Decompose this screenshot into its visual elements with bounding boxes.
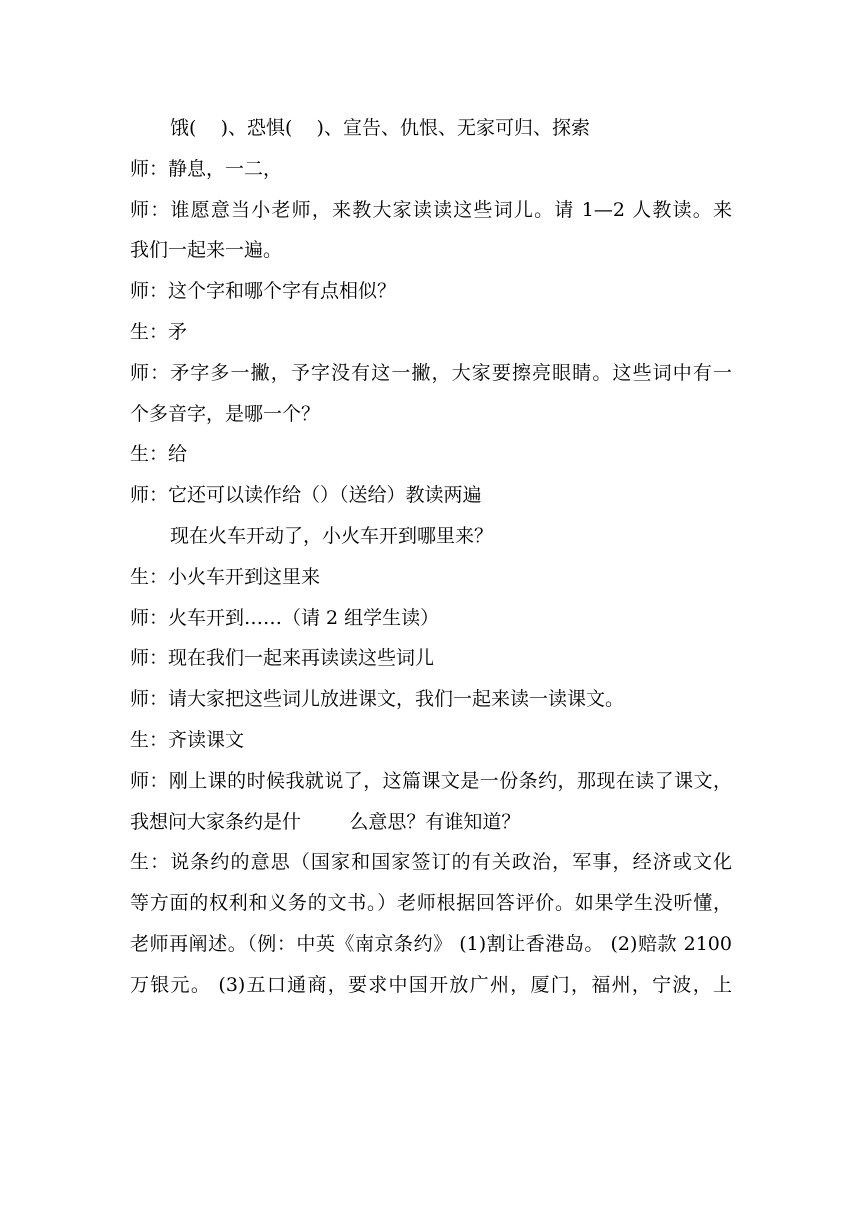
text-line: 现在火车开动了，小火车开到哪里来？	[170, 524, 494, 547]
text-line: 师：矛字多一撇，予字没有这一撇，大家要擦亮眼睛。这些词中有一	[130, 361, 732, 384]
text-line: 我想问大家条约是什 么意思？有谁知道？	[130, 810, 521, 833]
text-line: 万银元。 (3)五口通商，要求中国开放广州，厦门，福州，宁波，上	[130, 973, 732, 996]
text-line: 饿( )、恐惧( )、宣告、仇恨、无家可归、探索	[170, 117, 590, 139]
text-line: 老师再阐述。（例：中英《南京条约》 (1)割让香港岛。 (2)赔款 2100	[130, 932, 732, 955]
text-line: 生：矛	[130, 320, 188, 343]
text-line: 等方面的权利和义务的文书。）老师根据回答评价。如果学生没听懂，	[130, 892, 732, 915]
text-line: 师：刚上课的时候我就说了，这篇课文是一份条约，那现在读了课文，	[130, 769, 732, 792]
text-line: 师：静息，一二，	[130, 157, 283, 180]
text-line: 生：给	[130, 443, 188, 466]
text-line: 生：小火车开到这里来	[130, 565, 321, 588]
text-line: 生：说条约的意思（国家和国家签订的有关政治，军事，经济或文化	[130, 851, 732, 874]
text-line: 生：齐读课文	[130, 728, 245, 751]
text-line: 师：谁愿意当小老师，来教大家读读这些词儿。请 1—2 人教读。来	[130, 198, 732, 221]
text-line: 师：现在我们一起来再读读这些词儿	[130, 647, 435, 670]
text-line: 我们一起来一遍。	[130, 239, 283, 262]
text-line: 师：火车开到……（请 2 组学生读）	[130, 606, 440, 629]
document-body	[130, 108, 732, 1006]
text-line: 师：它还可以读作给（）（送给）教读两遍	[130, 484, 482, 507]
text-line: 师：这个字和哪个字有点相似？	[130, 280, 397, 303]
text-line: 师：请大家把这些词儿放进课文，我们一起来读一读课文。	[130, 688, 625, 711]
text-line: 个多音字，是哪一个？	[130, 402, 321, 425]
